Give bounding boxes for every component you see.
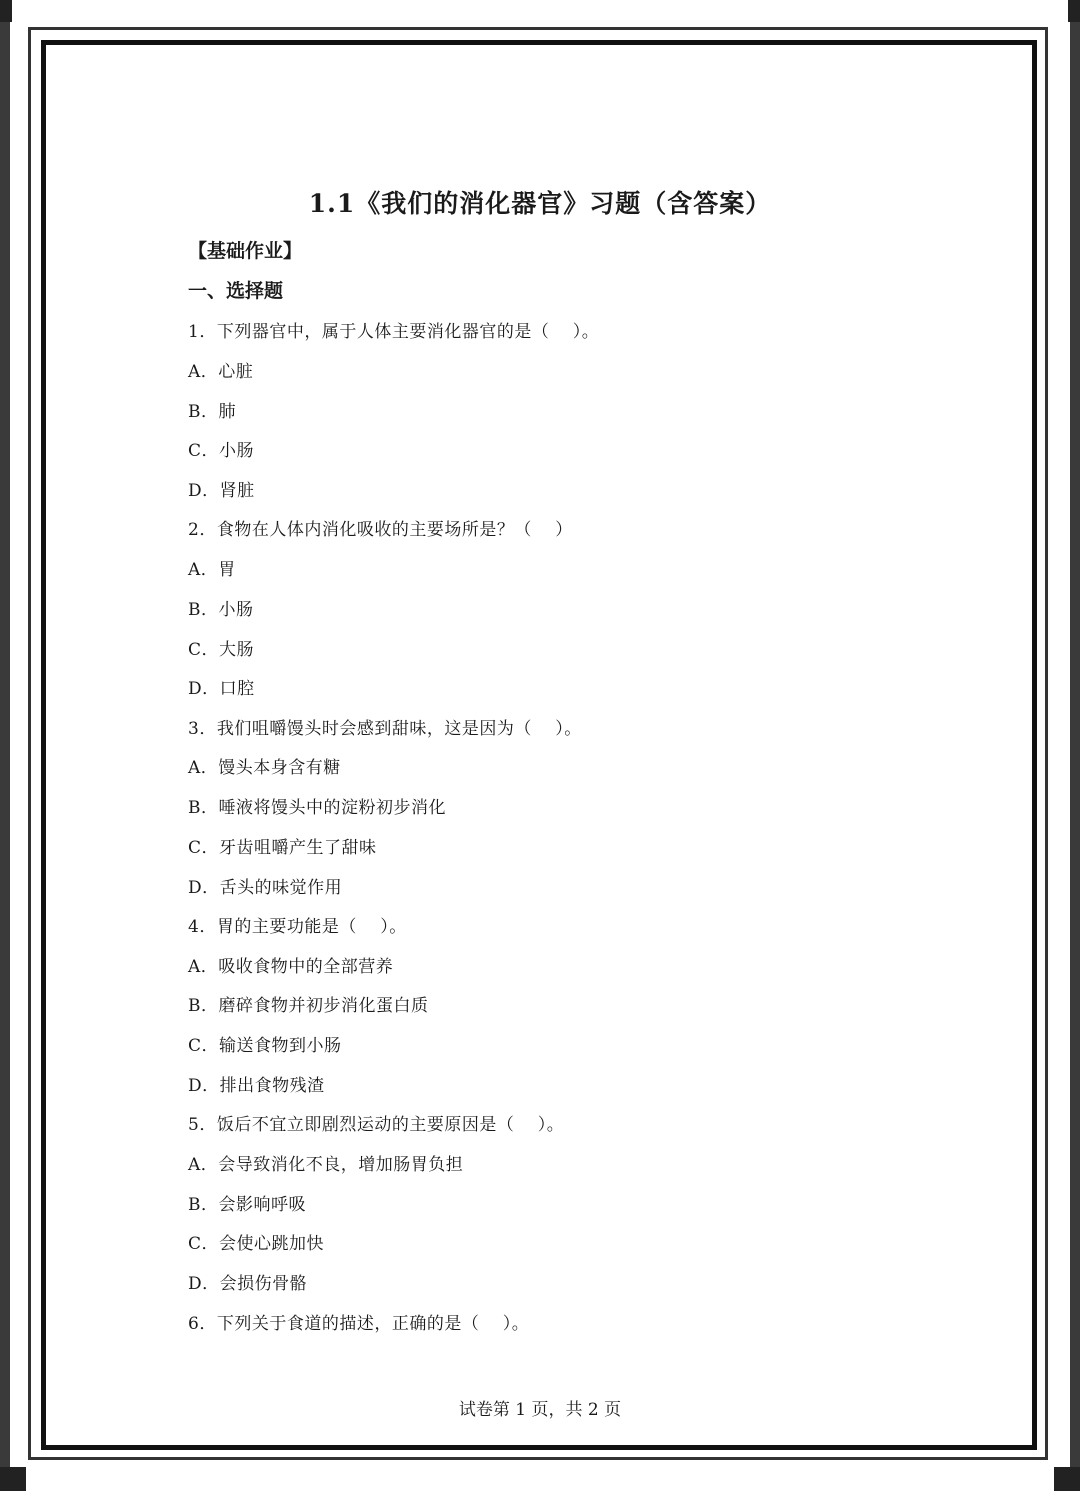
- question-3-option-c: C．牙齿咀嚼产生了甜味: [188, 838, 377, 858]
- question-5-option-c: C．会使心跳加快: [188, 1234, 325, 1254]
- scan-corner-top-right: [1068, 0, 1080, 22]
- question-3-option-a: A．馒头本身含有糖: [188, 758, 341, 778]
- scan-edge-left: [0, 0, 26, 1491]
- question-1-option-c: C．小肠: [188, 441, 255, 461]
- question-1-stem: 1．下列器官中，属于人体主要消化器官的是（ ）。: [188, 322, 600, 342]
- question-5-stem: 5．饭后不宜立即剧烈运动的主要原因是（ ）。: [188, 1115, 565, 1135]
- scan-edge-right: [1054, 0, 1080, 1491]
- page-footer: 试卷第 1 页，共 2 页: [458, 1400, 622, 1420]
- question-4-stem: 4．胃的主要功能是（ ）。: [188, 917, 407, 937]
- question-4-option-b: B．磨碎食物并初步消化蛋白质: [188, 996, 429, 1016]
- question-4-option-c: C．输送食物到小肠: [188, 1036, 342, 1056]
- document-title: 1.1《我们的消化器官》习题（含答案）: [308, 189, 772, 218]
- section-heading-choice: 一、选择题: [188, 280, 284, 302]
- section-heading-basic: 【基础作业】: [188, 240, 303, 262]
- question-2-option-a: A．胃: [188, 560, 236, 580]
- question-2-stem: 2．食物在人体内消化吸收的主要场所是？（ ）: [188, 520, 573, 540]
- question-2-option-c: C．大肠: [188, 640, 255, 660]
- question-3-option-b: B．唾液将馒头中的淀粉初步消化: [188, 798, 446, 818]
- question-5-option-b: B．会影响呼吸: [188, 1195, 306, 1215]
- question-1-option-a: A．心脏: [188, 362, 254, 382]
- question-2-option-d: D．口腔: [188, 679, 255, 699]
- question-4-option-a: A．吸收食物中的全部营养: [188, 957, 394, 977]
- question-6-stem: 6．下列关于食道的描述，正确的是（ ）。: [188, 1314, 530, 1334]
- question-1-option-b: B．肺: [188, 402, 236, 422]
- scan-corner-top-left: [0, 0, 12, 22]
- scan-corner-bottom-left: [0, 1467, 26, 1491]
- question-5-option-d: D．会损伤骨骼: [188, 1274, 308, 1294]
- question-5-option-a: A．会导致消化不良，增加肠胃负担: [188, 1155, 464, 1175]
- scan-corner-bottom-right: [1054, 1467, 1080, 1491]
- question-1-option-d: D．肾脏: [188, 481, 255, 501]
- question-3-option-d: D．舌头的味觉作用: [188, 878, 343, 898]
- question-3-stem: 3．我们咀嚼馒头时会感到甜味，这是因为（ ）。: [188, 719, 582, 739]
- question-4-option-d: D．排出食物残渣: [188, 1076, 325, 1096]
- question-2-option-b: B．小肠: [188, 600, 254, 620]
